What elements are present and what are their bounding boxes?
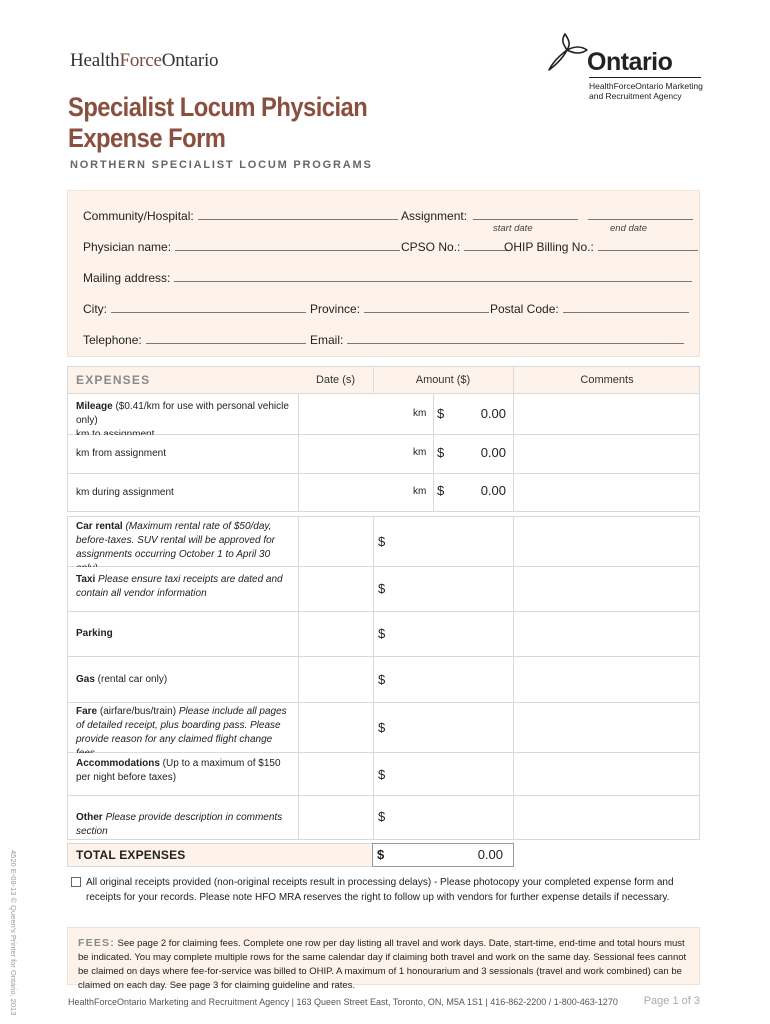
fees-label: FEES: [78, 937, 115, 949]
dollar-sign: $ [437, 445, 445, 460]
dollar-sign: $ [378, 672, 386, 687]
province-field[interactable]: Province: [310, 302, 489, 316]
car-rental-description: Car rental (Maximum rental rate of $50/day, before-taxes. SUV rental will be approved for assignments occurring October 1 to April 30 [76, 521, 275, 560]
km-unit: km [413, 447, 427, 458]
receipts-provided-checkbox[interactable] [71, 877, 81, 887]
assignment-field[interactable]: Assignment: [401, 209, 693, 223]
mileage-during-amount[interactable]: 0.00 [480, 483, 506, 498]
healthforceontario-wordmark: HealthForceOntario [70, 50, 219, 71]
dollar-sign: $ [378, 720, 386, 735]
taxi-row [67, 567, 700, 612]
parking-description: Parking [76, 628, 113, 639]
community-field[interactable]: Community/Hospital: [83, 209, 398, 223]
agency-name: HealthForceOntario Marketing and Recruitment Agency [589, 81, 703, 101]
col-comments: Comments [580, 374, 634, 386]
expenses-heading: EXPENSES [76, 373, 151, 387]
total-expenses-field[interactable] [372, 843, 514, 867]
km-unit: km [413, 486, 427, 497]
page-number: Page 1 of 3 [643, 995, 700, 1007]
page-title: Specialist Locum Physician Expense Form [68, 92, 368, 153]
other-row [67, 796, 700, 840]
accommodations-description: Accommodations (Up to a maximum of $150 per night before taxes) [76, 758, 281, 783]
page-subtitle: NORTHERN SPECIALIST LOCUM PROGRAMS [70, 159, 373, 171]
start-date-hint: start date [493, 223, 533, 234]
col-amount: Amount ($) [415, 374, 471, 386]
fees-note [67, 927, 700, 991]
gas-row [67, 657, 700, 703]
telephone-field[interactable]: Telephone: [83, 333, 306, 347]
accommodations-row [67, 753, 700, 796]
fees-text: See page 2 for claiming fees. Complete one row per day listing all travel and work days. Date, start-time, end-time and total hours must be indicated. You may complete multiple rows for the same calendar day if claiming both travel and work on the same day. Sessional fees cannot be claimed on days where fee-for-service was billed to OHIP. A maximum of 1 honourarium and 3 sessionals (travel and work combined) can be claimed on each day. See page 3 for claiming guideline and rates. [78, 938, 687, 991]
mileage-during-row [67, 474, 700, 512]
email-field[interactable]: Email: [310, 333, 684, 347]
receipts-provided-row [71, 875, 701, 905]
mileage-from-row [67, 435, 700, 474]
ontario-logo [545, 30, 705, 105]
postal-code-field[interactable]: Postal Code: [490, 302, 689, 316]
dollar-sign: $ [377, 847, 385, 862]
fare-row [67, 703, 700, 753]
total-expenses-label: TOTAL EXPENSES [76, 848, 186, 862]
logo-rule [589, 77, 701, 78]
dollar-sign: $ [378, 809, 386, 824]
mileage-to-row [67, 394, 700, 435]
other-description: Other Please provide description in comments section [76, 812, 283, 837]
receipts-provided-label: All original receipts provided (non-original receipts result in processing delays) - Please photocopy your completed expense form and receipts for your records. Please note HFO MRA reserves the right to follow up with vendors for further expense details if necessary. [86, 877, 674, 903]
col-dates: Date (s) [315, 374, 356, 386]
mileage-to-amount[interactable]: 0.00 [480, 406, 506, 421]
end-date-hint: end date [610, 223, 647, 234]
physician-name-field[interactable]: Physician name: [83, 240, 400, 254]
km-unit: km [413, 408, 427, 419]
mileage-during-label: km during assignment [76, 487, 174, 498]
mileage-from-label: km from assignment [76, 448, 167, 459]
form-code: 4520 E-08-13 © Queen's Printer for Ontario, 2013 [9, 850, 18, 1016]
dollar-sign: $ [378, 626, 386, 641]
taxi-description: Taxi Please ensure taxi receipts are dated and contain all vendor information [76, 574, 283, 599]
dollar-sign: $ [378, 581, 386, 596]
ontario-wordmark: Ontario [587, 48, 673, 76]
dollar-sign: $ [378, 767, 386, 782]
city-field[interactable]: City: [83, 302, 306, 316]
fare-description: Fare (airfare/bus/train) Please include all pages of detailed receipt, plus boarding pass. Please provide reason for any claimed flight change [76, 706, 287, 745]
car-rental-row [67, 516, 700, 567]
dollar-sign: $ [437, 483, 445, 498]
gas-description: Gas (rental car only) [76, 674, 168, 685]
dollar-sign: $ [378, 534, 386, 549]
trillium-icon [545, 30, 589, 74]
total-expenses-amount: 0.00 [477, 847, 503, 862]
cpso-field[interactable]: CPSO No.: [401, 240, 509, 254]
footer-address: HealthForceOntario Marketing and Recruitment Agency | 163 Queen Street East, Toronto, ON, M5A 1S1 | 416-862-2200 / 1-800-463-1270 [68, 997, 618, 1007]
ohip-billing-field[interactable]: OHIP Billing No.: [504, 240, 698, 254]
mailing-address-field[interactable]: Mailing address: [83, 271, 692, 285]
expenses-header [67, 366, 700, 394]
total-expenses-row [67, 843, 512, 867]
dollar-sign: $ [437, 406, 445, 421]
physician-info-section [67, 190, 700, 357]
mileage-description: Mileage ($0.41/km for use with personal vehicle only) [76, 401, 289, 426]
parking-row [67, 612, 700, 657]
mileage-from-amount[interactable]: 0.00 [480, 445, 506, 460]
